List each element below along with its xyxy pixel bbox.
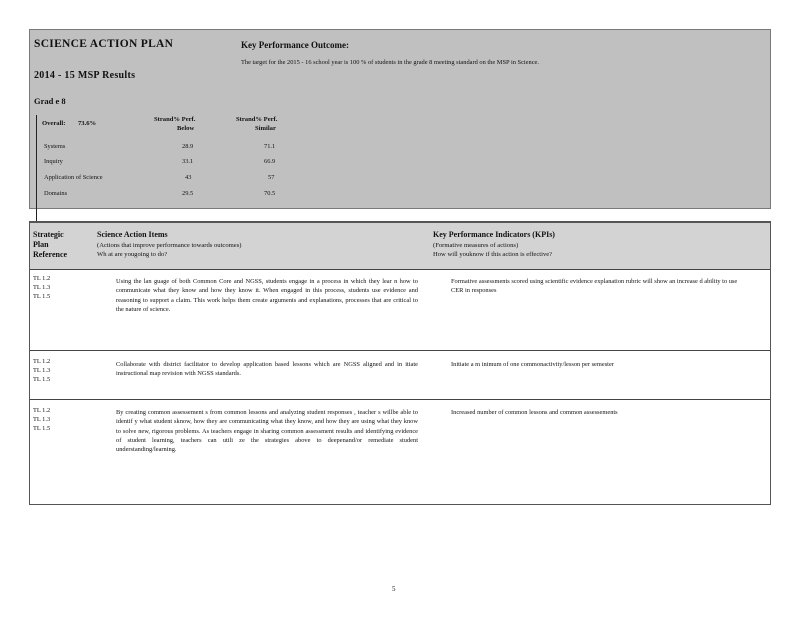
action-col-title: Science Action Items: [97, 230, 168, 239]
action-item-text: By creating common assessement s from common lessons and analyzing student responses , teacher s willbe able to identif y what student sknow, how they are communicating what they know, and how they are using what they know to solve new, rigorous problems. As teachers engage in sharing common assessment results and identifying evidence of student learning, teachers can utili ze the strategies above to deepenand/or remediate student understanding/learning.: [116, 409, 418, 454]
overall-label: Overall:: [42, 120, 66, 127]
below-header-line1: Strand% Perf.: [154, 116, 196, 123]
ref-code: TL 1.5: [33, 293, 51, 300]
ref-code: TL 1.3: [33, 284, 51, 291]
plan-table-header: [30, 223, 770, 269]
row-divider: [30, 399, 770, 400]
action-item-text: Using the lan guage of both Common Core and NGSS, students engage in a process in which they lear n how to communicate what they know and how they know it. When engaged in this process, students use evidence and reasoning to support a claim. This work helps them create arguments and explanations, processes that are critical to the nature of science.: [116, 278, 418, 313]
row-ref: [33, 406, 50, 433]
header-divider: [30, 269, 770, 270]
kpi-text: Initiate a m inimum of one commonactivity/lesson per semester: [451, 361, 614, 368]
action-item-text: Collaborate with district facilitator to develop application based lessons which are NGSS aligned and in itiate instructional map revision with NGSS standards.: [116, 361, 418, 378]
strand-table: [34, 115, 339, 235]
row-divider: [30, 350, 770, 351]
strand-row-below: 43: [185, 174, 192, 181]
kpi-text: Formative assessments scored using scientific evidence explanation rubric will show an increase d ability to use CER in responses: [451, 278, 738, 295]
table-left-border: [36, 115, 37, 233]
ref-code: TL 1.5: [33, 376, 51, 383]
strand-row-label: Domains: [44, 190, 68, 197]
kpi-col-title: Key Performance Indicators (KPIs): [433, 230, 555, 239]
action-col-sub1: (Actions that improve performance towards outcomes): [97, 242, 242, 249]
similar-header-line1: Strand% Perf.: [236, 116, 278, 123]
plan-title: SCIENCE ACTION PLAN: [34, 38, 174, 50]
kpo-heading: Key Performance Outcome:: [241, 40, 349, 50]
kpo-text: The target for the 2015 - 16 school year is 100 % of students in the grade 8 meeting standard on the MSP in Science.: [241, 59, 539, 66]
strand-row-below: 29.5: [182, 190, 194, 197]
ref-code: TL 1.2: [33, 407, 51, 414]
strand-row-similar: 71.1: [264, 143, 276, 150]
strand-row-label: Inquiry: [44, 158, 63, 165]
strand-row-below: 28.9: [182, 143, 194, 150]
overall-value: 73.6%: [78, 120, 97, 127]
strand-row-similar: 70.5: [264, 190, 276, 197]
ref-code: TL 1.3: [33, 416, 51, 423]
results-subtitle: 2014 - 15 MSP Results: [34, 70, 136, 81]
ref-col-title-3: Reference: [33, 250, 68, 259]
kpi-col-sub2: How will youknow if this action is effective?: [433, 251, 553, 258]
results-summary-box: [29, 29, 771, 209]
ref-code: TL 1.3: [33, 367, 51, 374]
page-number: 5: [392, 585, 396, 593]
kpi-text: Increased number of common lessons and common assessements: [451, 409, 618, 416]
ref-col-title-1: Strategic: [33, 230, 64, 239]
strand-row-similar: 66.9: [264, 158, 276, 165]
row-ref: [33, 357, 50, 384]
ref-code: TL 1.2: [33, 358, 51, 365]
ref-code: TL 1.5: [33, 425, 51, 432]
grade-label: Grad e 8: [34, 96, 66, 106]
strand-row-label: Systems: [44, 143, 66, 150]
kpi-col-sub1: (Formative measures of actions): [433, 242, 519, 249]
below-header-line2: Below: [177, 125, 195, 132]
similar-header-line2: Similar: [255, 125, 276, 132]
ref-col-title-2: Plan: [33, 240, 49, 249]
action-col-sub2: Wh at are yougoing to do?: [97, 251, 168, 258]
strand-row-similar: 57: [268, 174, 275, 181]
strand-row-below: 33.1: [182, 158, 194, 165]
ref-code: TL 1.2: [33, 275, 51, 282]
action-plan-table: [29, 221, 771, 505]
strand-row-label: Application of Science: [44, 174, 103, 181]
row-ref: [33, 274, 50, 301]
